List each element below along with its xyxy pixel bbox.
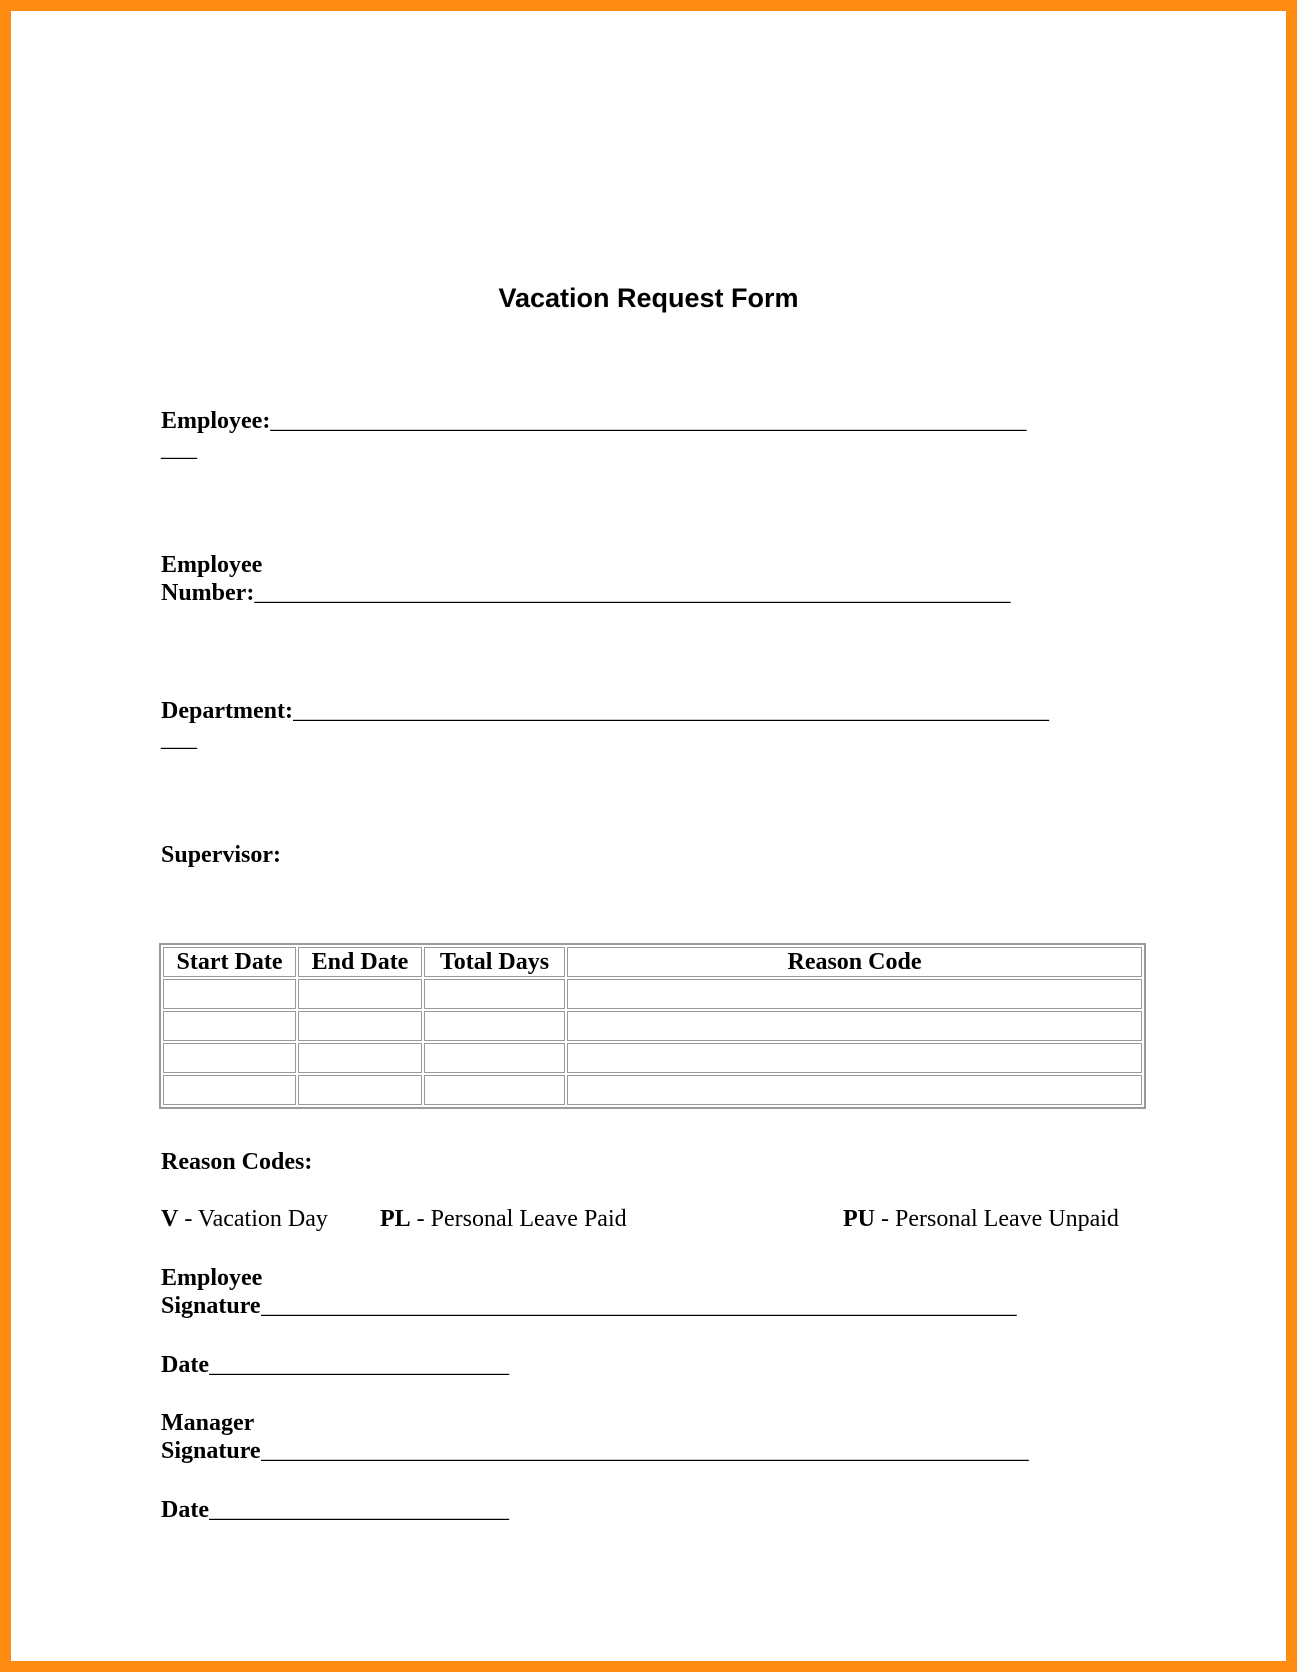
reason-code-separator: -: [178, 1206, 198, 1232]
header-end-date: End Date: [298, 947, 422, 977]
employee-signature-label-line1: Employee: [161, 1265, 263, 1291]
table-row: [163, 1011, 1142, 1041]
manager-date-field: [161, 1496, 521, 1524]
employee-date-label: Date: [161, 1352, 209, 1378]
total-days-cell[interactable]: [424, 1011, 565, 1041]
employee-signature-blank[interactable]: _______________________________________________________________: [260, 1293, 1017, 1319]
end-date-cell[interactable]: [298, 1043, 422, 1073]
manager-date-label: Date: [161, 1497, 209, 1523]
reason-code-separator: -: [410, 1206, 431, 1232]
total-days-cell[interactable]: [424, 979, 565, 1009]
employee-date-field: [161, 1351, 521, 1379]
reason-code-abbr: PU: [843, 1206, 875, 1232]
table-header-row: [163, 947, 1142, 977]
reason-code-text: Personal Leave Paid: [430, 1206, 627, 1232]
reason-code-cell[interactable]: [567, 1043, 1142, 1073]
reason-code-separator: -: [875, 1206, 895, 1232]
end-date-cell[interactable]: [298, 1075, 422, 1105]
table-row: [163, 979, 1142, 1009]
employee-signature-label: Signature: [161, 1293, 261, 1319]
form-title: Vacation Request Form: [498, 283, 799, 313]
reason-code-personal-leave-paid: [380, 1205, 627, 1233]
manager-signature-field: [161, 1409, 1061, 1465]
total-days-cell[interactable]: [424, 1043, 565, 1073]
start-date-cell[interactable]: [163, 1043, 296, 1073]
supervisor-label: Supervisor:: [161, 842, 281, 868]
reason-code-cell[interactable]: [567, 1011, 1142, 1041]
department-label: Department:: [161, 698, 293, 724]
reason-codes-title: Reason Codes:: [161, 1149, 313, 1175]
end-date-cell[interactable]: [298, 1011, 422, 1041]
manager-date-blank[interactable]: _________________________: [208, 1497, 509, 1523]
employee-number-label: Number:: [161, 580, 255, 606]
reason-code-cell[interactable]: [567, 979, 1142, 1009]
vacation-dates-table: [159, 943, 1146, 1109]
supervisor-field: [161, 841, 281, 869]
start-date-cell[interactable]: [163, 1011, 296, 1041]
employee-blank-continued: ___: [161, 436, 197, 462]
table-row: [163, 1075, 1142, 1105]
employee-field: [161, 407, 1120, 463]
employee-blank[interactable]: _______________________________________________________________: [270, 408, 1027, 434]
start-date-cell[interactable]: [163, 1075, 296, 1105]
employee-number-field: [161, 551, 1049, 607]
reason-code-personal-leave-unpaid: [843, 1205, 1119, 1233]
reason-code-vacation: [161, 1205, 328, 1233]
end-date-cell[interactable]: [298, 979, 422, 1009]
reason-code-abbr: V: [161, 1206, 179, 1232]
table-row: [163, 1043, 1142, 1073]
employee-number-blank[interactable]: _______________________________________________________________: [254, 580, 1011, 606]
header-start-date: Start Date: [163, 947, 296, 977]
reason-code-text: Vacation Day: [197, 1206, 328, 1232]
department-blank[interactable]: _______________________________________________________________: [292, 698, 1049, 724]
employee-number-label-line1: Employee: [161, 552, 263, 578]
department-blank-continued: ___: [161, 726, 197, 752]
reason-code-text: Personal Leave Unpaid: [895, 1206, 1119, 1232]
total-days-cell[interactable]: [424, 1075, 565, 1105]
header-reason-code: Reason Code: [567, 947, 1142, 977]
manager-signature-label: Signature: [161, 1438, 261, 1464]
department-field: [161, 697, 1131, 753]
header-total-days: Total Days: [424, 947, 565, 977]
employee-label: Employee:: [161, 408, 271, 434]
manager-signature-blank[interactable]: ________________________________________________________________: [260, 1438, 1029, 1464]
start-date-cell[interactable]: [163, 979, 296, 1009]
reason-code-abbr: PL: [380, 1206, 411, 1232]
manager-signature-label-line1: Manager: [161, 1410, 255, 1436]
employee-date-blank[interactable]: _________________________: [208, 1352, 509, 1378]
reason-code-cell[interactable]: [567, 1075, 1142, 1105]
employee-signature-field: [161, 1264, 1048, 1320]
